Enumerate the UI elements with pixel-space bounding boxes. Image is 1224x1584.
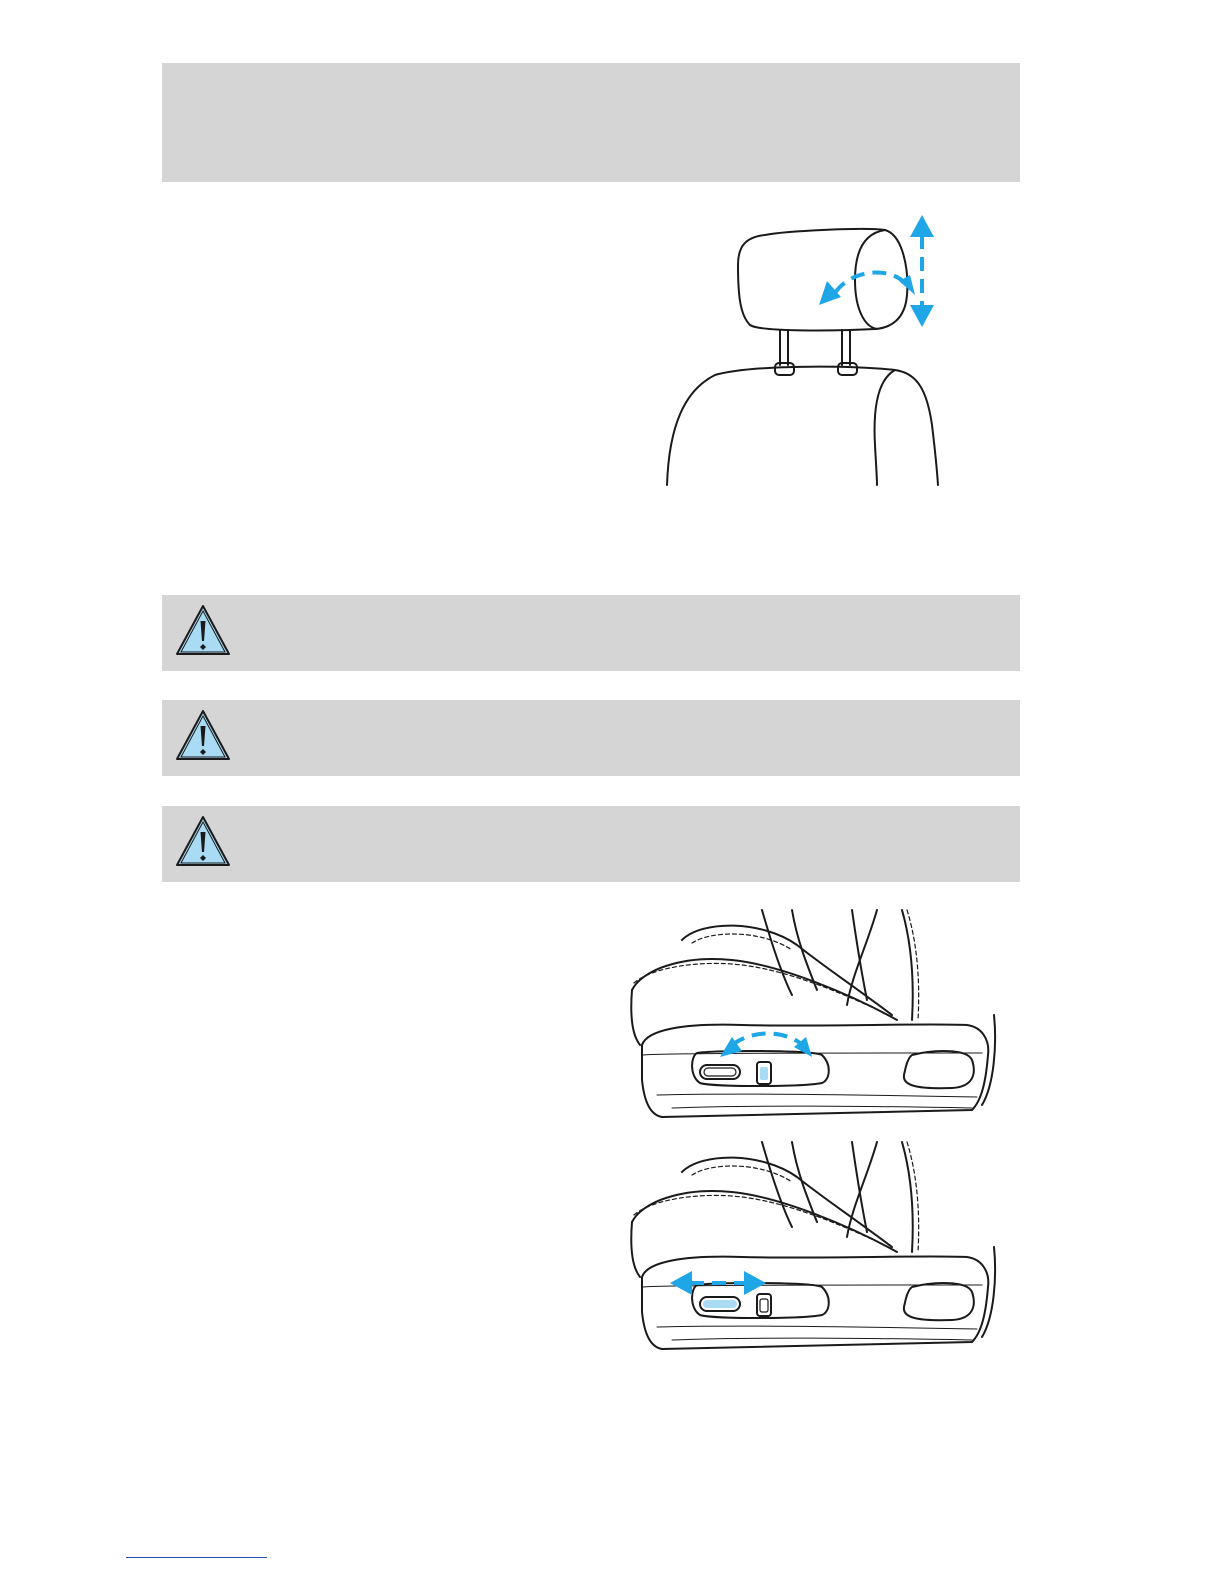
page-header-band: [162, 63, 1020, 182]
seat-recliner-figure: [622, 905, 1022, 1125]
warning-box-1: [162, 595, 1020, 671]
warning-triangle-icon: [174, 603, 232, 657]
warning-triangle-icon: [174, 708, 232, 762]
warning-triangle-icon: [174, 814, 232, 868]
warning-box-2: [162, 700, 1020, 776]
head-restraint-figure: [655, 205, 955, 490]
warning-box-3: [162, 806, 1020, 882]
footer-rule: [126, 1557, 267, 1558]
seat-slide-figure: [622, 1137, 1022, 1357]
